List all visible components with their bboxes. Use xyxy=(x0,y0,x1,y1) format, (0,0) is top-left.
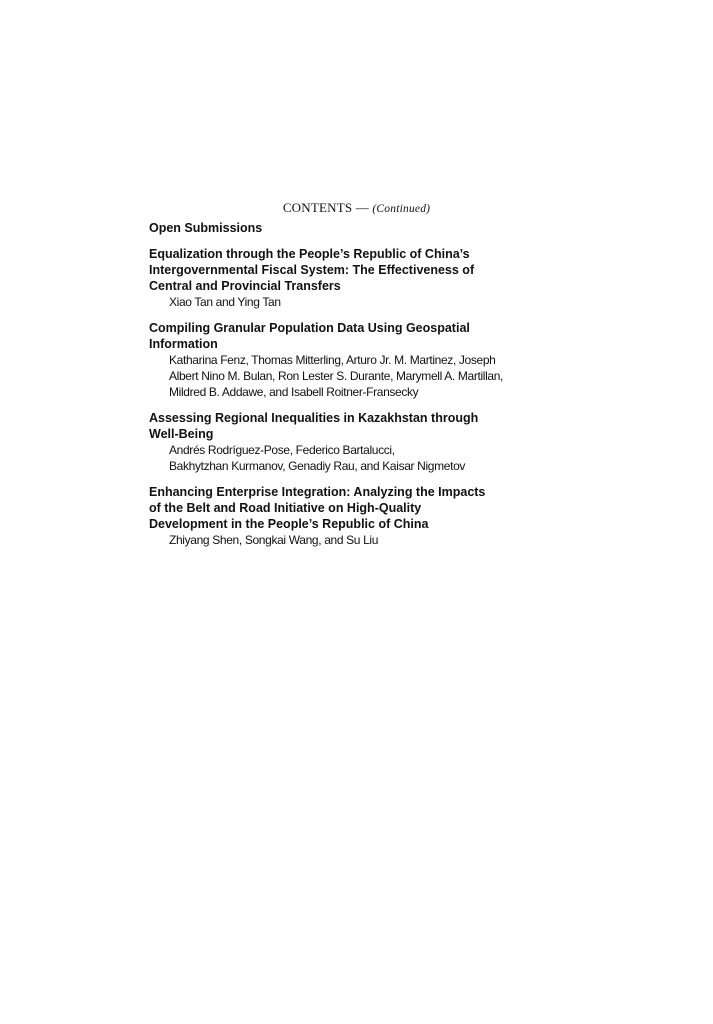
author-line: Andrés Rodríguez-Pose, Federico Bartalucci, xyxy=(169,443,395,457)
contents-label: CONTENTS — xyxy=(282,200,369,215)
article-title-line: Compiling Granular Population Data Using Geospatial xyxy=(149,321,470,335)
article-title xyxy=(149,246,514,294)
article-entry xyxy=(149,320,514,400)
article-title xyxy=(149,410,514,442)
article-title xyxy=(149,320,514,352)
article-authors xyxy=(149,294,514,310)
author-line: Zhiyang Shen, Songkai Wang, and Su Liu xyxy=(169,533,379,547)
article-entry xyxy=(149,246,514,310)
section-heading: Open Submissions xyxy=(149,221,263,235)
author-line: Albert Nino M. Bulan, Ron Lester S. Durante, Marymell A. Martillan, xyxy=(169,369,504,383)
article-entry xyxy=(149,410,514,474)
article-title-line: Enhancing Enterprise Integration: Analyzing the Impacts xyxy=(149,485,486,499)
author-line: Bakhytzhan Kurmanov, Genadiy Rau, and Kaisar Nigmetov xyxy=(169,459,466,473)
article-title-line: Equalization through the People’s Republic of China’s xyxy=(149,247,470,261)
continued-label: (Continued) xyxy=(372,203,431,215)
article-title-line: Well-Being xyxy=(149,427,214,441)
author-line: Mildred B. Addawe, and Isabell Roitner-Fransecky xyxy=(169,385,419,399)
article-title xyxy=(149,484,514,532)
author-line: Xiao Tan and Ying Tan xyxy=(169,295,281,309)
article-entry xyxy=(149,484,514,548)
article-title-line: Intergovernmental Fiscal System: The Effectiveness of xyxy=(149,263,475,277)
article-title-line: Central and Provincial Transfers xyxy=(149,279,341,293)
author-line: Katharina Fenz, Thomas Mitterling, Arturo Jr. M. Martinez, Joseph xyxy=(169,353,496,367)
article-title-line: Assessing Regional Inequalities in Kazakhstan through xyxy=(149,411,479,425)
article-authors xyxy=(149,352,514,400)
contents-list xyxy=(149,220,514,558)
article-authors xyxy=(149,532,514,548)
article-title-line: Information xyxy=(149,337,218,351)
article-title-line: Development in the People’s Republic of China xyxy=(149,517,429,531)
article-title-line: of the Belt and Road Initiative on High-Quality xyxy=(149,501,422,515)
article-authors xyxy=(149,442,514,474)
running-header xyxy=(0,199,713,218)
